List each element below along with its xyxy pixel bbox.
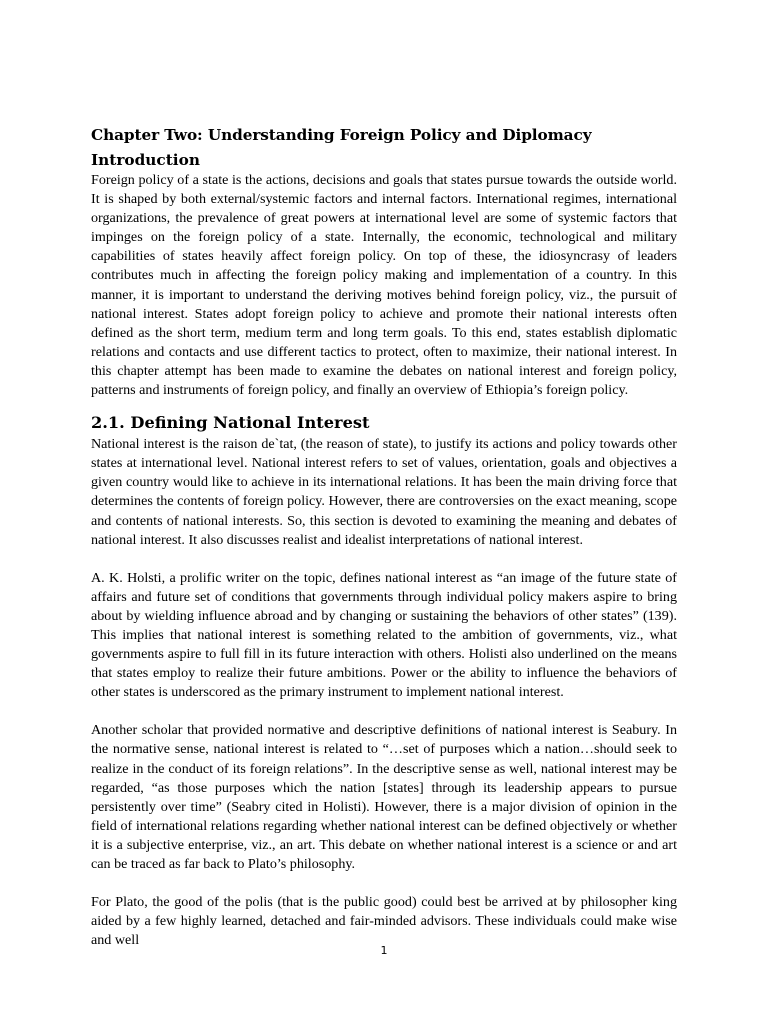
section-heading-national-interest: 2.1. Defining National Interest (91, 413, 370, 433)
body-paragraph: For Plato, the good of the polis (that is the public good) could best be arrived at by philosopher king aided by a few highly learned, detached and fair-minded advisors. These individuals could make wise and well (91, 894, 677, 949)
introduction-paragraph: Foreign policy of a state is the actions, decisions and goals that states pursue towards the outside world. It is shaped by both external/systemic factors and internal factors. International regimes, international organizations, the prevalence of great powers at international level are some of systemic factors that impinges on the foreign policy of a state. Internally, the economic, technological and military capabilities of states heavily affect foreign policy. On top of these, the idiosyncrasy of leaders contributes much in affecting the foreign policy making and implementation of a country. In this manner, it is important to understand the deriving motives behind foreign policy, viz., the pursuit of national interest. States adopt foreign policy to achieve and promote their national interests often defined as the short term, medium term and long term goals. To this end, states establish diplomatic relations and contacts and use different tactics to protect, often to maximize, their national interest. In this chapter attempt has been made to examine the debates on national interest and foreign policy, patterns and instruments of foreign policy, and finally an overview of Ethiopia’s foreign policy. (91, 172, 677, 399)
chapter-title: Chapter Two: Understanding Foreign Policy and Diplomacy (91, 126, 592, 144)
page-number: 1 (380, 944, 388, 957)
body-paragraph: A. K. Holsti, a prolific writer on the topic, defines national interest as “an image of the future state of affairs and future set of conditions that governments through individual policy makers aspire to bring about by wielding influence abroad and by changing or sustaining the behaviors of other states” (139). This implies that national interest is something related to the ambition of governments, viz., what governments aspire to full fill in its future interaction with others. Holisti also underlined on the means that states employ to realize their future ambitions. Power or the ability to influence the behaviors of other states is underscored as the primary instrument to implement national interest. (91, 569, 677, 701)
body-paragraph: Another scholar that provided normative and descriptive definitions of national interest is Seabury. In the normative sense, national interest is related to “…set of purposes which a nation…should seek to realize in the conduct of its foreign relations”. In the descriptive sense as well, national interest may be regarded, “as those purposes which the nation [states] through its leadership appears to pursue persistently over time” (Seabry cited in Holisti). However, there is a major division of opinion in the field of international relations regarding whether national interest can be defined objectively or whether it is a subjective enterprise, viz., an art. This debate on whether national interest is a science or and art can be traced as far back to Plato’s philosophy. (91, 722, 677, 872)
body-paragraph: National interest is the raison de`tat, (the reason of state), to justify its actions and policy towards other states at international level. National interest refers to set of values, orientation, goals and objectives a given country would like to achieve in its international relations. It has been the main driving force that determines the contents of foreign policy. However, there are controversies on the exact meaning, scope and contents of national interests. So, this section is devoted to examining the meaning and debates of national interest. It also discusses realist and idealist interpretations of national interest. (91, 436, 677, 548)
page-content (91, 124, 677, 950)
introduction-heading: Introduction (91, 151, 200, 169)
